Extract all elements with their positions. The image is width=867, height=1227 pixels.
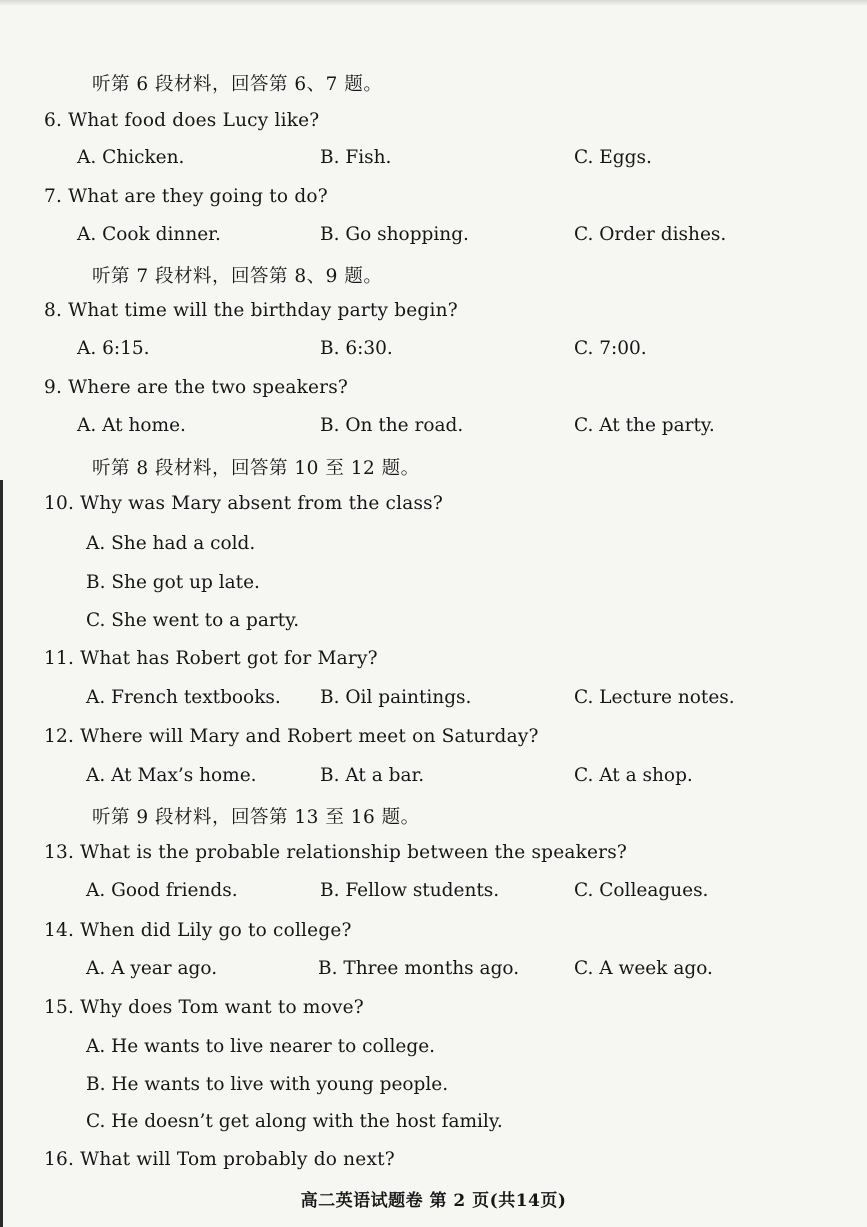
option-b: B. He wants to live with young people.: [86, 1074, 449, 1095]
option-b: B. Fellow students.: [320, 880, 500, 901]
option-c: C. Eggs.: [574, 147, 652, 168]
question-16: [44, 1149, 395, 1170]
option-b: B. Go shopping.: [320, 224, 469, 245]
option-a: A. Cook dinner.: [77, 224, 221, 245]
option-a: A. Good friends.: [86, 880, 238, 901]
option-c: C. He doesn’t get along with the host family.: [86, 1111, 503, 1132]
option-b: B. Oil paintings.: [320, 687, 472, 708]
section-heading: 听第 8 段材料，回答第 10 至 12 题。: [92, 458, 420, 479]
option-a: A. French textbooks.: [86, 687, 281, 708]
question-number: 10.: [44, 493, 75, 514]
option-b: B. On the road.: [320, 415, 464, 436]
question-number: 11.: [44, 648, 75, 669]
option-c: C. Colleagues.: [574, 880, 709, 901]
section-heading: 听第 9 段材料，回答第 13 至 16 题。: [92, 807, 420, 828]
question-number: 15.: [44, 997, 75, 1018]
question-text: Why does Tom want to move?: [80, 997, 364, 1018]
question-text: What food does Lucy like?: [68, 110, 320, 131]
question-15: [44, 997, 364, 1018]
scan-edge-left: [0, 480, 3, 1227]
question-number: 12.: [44, 726, 75, 747]
section-heading: 听第 7 段材料，回答第 8、9 题。: [92, 266, 383, 287]
question-number: 13.: [44, 842, 75, 863]
question-13: [44, 842, 627, 863]
question-text: What are they going to do?: [68, 186, 328, 207]
option-b: B. Fish.: [320, 147, 392, 168]
question-number: 8.: [44, 300, 63, 321]
option-b: B. She got up late.: [86, 572, 260, 593]
option-a: A. At home.: [77, 415, 186, 436]
option-a: A. She had a cold.: [86, 533, 256, 554]
question-text: What is the probable relationship between the speakers?: [80, 842, 628, 863]
question-number: 6.: [44, 110, 63, 131]
option-b: B. 6:30.: [320, 338, 393, 359]
option-c: C. 7:00.: [574, 338, 647, 359]
option-a: A. He wants to live nearer to college.: [86, 1036, 436, 1057]
question-number: 7.: [44, 186, 63, 207]
question-number: 16.: [44, 1149, 75, 1170]
option-b: B. Three months ago.: [318, 958, 520, 979]
question-14: [44, 920, 352, 941]
scan-edge-top: [0, 0, 867, 6]
option-c: C. A week ago.: [574, 958, 713, 979]
option-a: A. A year ago.: [86, 958, 218, 979]
option-c: C. Lecture notes.: [574, 687, 735, 708]
question-10: [44, 493, 443, 514]
section-heading: 听第 6 段材料，回答第 6、7 题。: [92, 74, 383, 95]
question-text: What will Tom probably do next?: [80, 1149, 395, 1170]
option-a: A. Chicken.: [77, 147, 185, 168]
question-text: Where are the two speakers?: [68, 377, 349, 398]
question-number: 9.: [44, 377, 63, 398]
question-text: Why was Mary absent from the class?: [80, 493, 443, 514]
question-7: [44, 186, 328, 207]
question-12: [44, 726, 539, 747]
option-c: C. At a shop.: [574, 765, 693, 786]
question-number: 14.: [44, 920, 75, 941]
question-text: Where will Mary and Robert meet on Saturday?: [80, 726, 539, 747]
option-a: A. At Max’s home.: [86, 765, 257, 786]
question-9: [44, 377, 348, 398]
question-text: When did Lily go to college?: [80, 920, 352, 941]
question-8: [44, 300, 458, 321]
question-text: What has Robert got for Mary?: [80, 648, 378, 669]
question-text: What time will the birthday party begin?: [68, 300, 458, 321]
question-11: [44, 648, 378, 669]
page-footer: 高二英语试题卷 第 2 页(共14页): [300, 1191, 567, 1211]
option-c: C. Order dishes.: [574, 224, 727, 245]
option-a: A. 6:15.: [77, 338, 150, 359]
question-6: [44, 110, 319, 131]
option-c: C. At the party.: [574, 415, 715, 436]
option-b: B. At a bar.: [320, 765, 425, 786]
option-c: C. She went to a party.: [86, 610, 300, 631]
